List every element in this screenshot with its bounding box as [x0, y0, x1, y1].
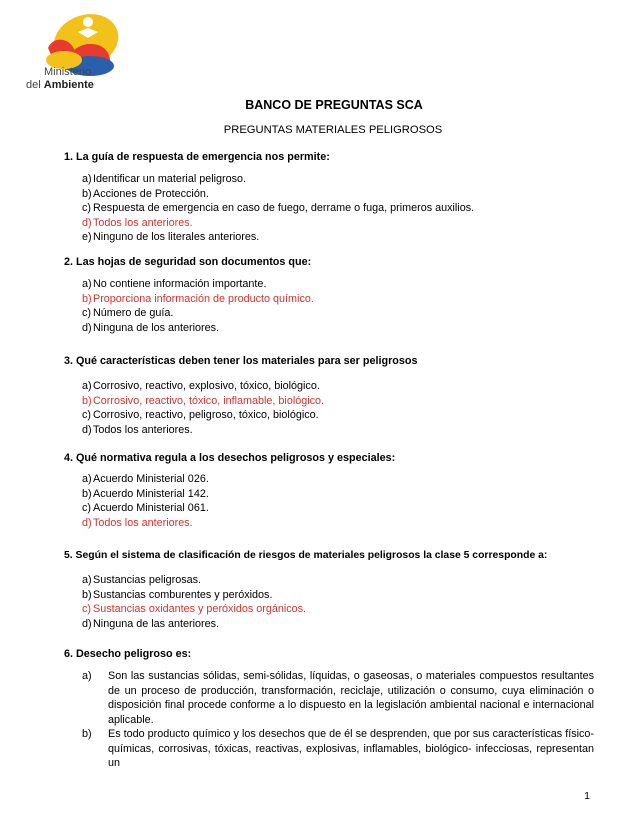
- option-letter: c): [82, 202, 91, 214]
- option-text: No contiene información importante.: [93, 278, 267, 290]
- question-4-options: [64, 472, 594, 530]
- logo-line-1: Ministerio: [44, 66, 92, 78]
- option-letter: a): [82, 380, 92, 392]
- page-subtitle: PREGUNTAS MATERIALES PELIGROSOS: [223, 124, 443, 136]
- question-6: 6. Desecho peligroso es:: [64, 648, 192, 660]
- option: [64, 230, 594, 245]
- option-text: Sustancias oxidantes y peróxidos orgánicos.: [93, 603, 307, 615]
- option-letter: a): [82, 278, 92, 290]
- option: [64, 423, 594, 438]
- question-2-options: [64, 277, 594, 335]
- option-letter: d): [82, 617, 92, 630]
- option-letter: c): [82, 307, 91, 319]
- option-letter: b): [82, 187, 92, 200]
- option-text: Número de guía.: [93, 307, 174, 319]
- logo-text: [26, 66, 136, 92]
- option-letter: c): [82, 603, 91, 615]
- option: [64, 201, 594, 216]
- option-letter: a): [82, 473, 92, 485]
- option-text: Es todo producto químico y los desechos que de él se desprenden, que por sus características físico-químicas, corrosivas, tóxicas, reactivas, explosivas, inflamables, biológico- infecciosas, representan un: [108, 728, 594, 769]
- option-letter: b): [82, 292, 92, 305]
- option: [64, 727, 594, 771]
- page-number: 1: [584, 790, 590, 802]
- option-correct: [64, 516, 594, 531]
- option-text: Corrosivo, reactivo, tóxico, inflamable, biológico.: [93, 394, 325, 407]
- option-letter: b): [82, 728, 92, 740]
- option-text: Todos los anteriores.: [93, 516, 193, 529]
- option-text: Sustancias peligrosas.: [93, 574, 202, 586]
- option-text: Todos los anteriores.: [93, 216, 193, 229]
- logo-line-2b: Ambiente: [43, 79, 94, 91]
- question-3-options: [64, 379, 594, 437]
- logo-line-2: [26, 79, 136, 92]
- option-text: Ninguna de las anteriores.: [93, 617, 220, 630]
- option: [64, 501, 594, 516]
- option: [64, 306, 594, 321]
- option-letter: b): [82, 487, 92, 500]
- option-letter: b): [82, 588, 92, 601]
- option: [64, 617, 594, 632]
- option-letter: c): [82, 409, 91, 421]
- option-text: Acuerdo Ministerial 142.: [93, 487, 209, 500]
- option: [64, 321, 594, 336]
- option-letter: d): [82, 516, 92, 529]
- option-correct: [64, 292, 594, 307]
- question-5-options: [64, 573, 594, 631]
- question-4: 4. Qué normativa regula a los desechos peligrosos y especiales:: [64, 452, 396, 464]
- option-text: Respuesta de emergencia en caso de fuego, derrame o fuga, primeros auxilios.: [93, 202, 475, 214]
- option: [64, 669, 594, 727]
- question-3: 3. Qué características deben tener los materiales para ser peligrosos: [64, 355, 418, 367]
- option: [64, 277, 594, 292]
- option-letter: a): [82, 670, 92, 682]
- option-text: Ninguno de los literales anteriores.: [93, 231, 260, 243]
- option: [64, 172, 594, 187]
- option-letter: d): [82, 321, 92, 334]
- option: [64, 487, 594, 502]
- option-letter: a): [82, 173, 92, 185]
- option: [64, 187, 594, 202]
- option-correct: [64, 602, 594, 617]
- option-text: Acuerdo Ministerial 061.: [93, 502, 209, 514]
- option-text: Acciones de Protección.: [93, 187, 209, 200]
- option-letter: b): [82, 394, 92, 407]
- option-text: Acuerdo Ministerial 026.: [93, 473, 209, 485]
- logo-line-2a: del: [26, 79, 44, 91]
- option: [64, 472, 594, 487]
- option: [64, 379, 594, 394]
- option-text: Proporciona información de producto químico.: [93, 292, 314, 305]
- option-text: Ninguna de los anteriores.: [93, 321, 220, 334]
- option-text: Identificar un material peligroso.: [93, 173, 247, 185]
- option-letter: a): [82, 574, 92, 586]
- question-2: 2. Las hojas de seguridad son documentos que:: [64, 256, 312, 268]
- option: [64, 588, 594, 603]
- question-5: 5. Según el sistema de clasificación de riesgos de materiales peligrosos la clase 5 corresponde a:: [64, 550, 548, 561]
- option-text: Sustancias comburentes y peróxidos.: [93, 588, 273, 601]
- option-letter: d): [82, 423, 92, 436]
- option-letter: c): [82, 502, 91, 514]
- question-1-options: [64, 172, 594, 245]
- question-1: 1. La guía de respuesta de emergencia nos permite:: [64, 151, 330, 163]
- option: [64, 408, 594, 423]
- option-text: Corrosivo, reactivo, peligroso, tóxico, biológico.: [93, 409, 319, 421]
- option-correct: [64, 216, 594, 231]
- option: [64, 573, 594, 588]
- option-text: Todos los anteriores.: [93, 423, 193, 436]
- option-letter: d): [82, 216, 92, 229]
- option-correct: [64, 394, 594, 409]
- option-letter: e): [82, 231, 92, 243]
- page-title: BANCO DE PREGUNTAS SCA: [245, 98, 423, 112]
- option-text: Son las sustancias sólidas, semi-sólidas, líquidas, o gaseosas, o materiales compuestos resultantes de un proceso de producción, transformación, reciclaje, utilización o consumo, cuya eliminación o disposición final procede conforme a lo dispuesto en la legislación ambiental nacional e internacional aplicable.: [108, 670, 594, 726]
- question-6-options: [64, 669, 594, 771]
- option-text: Corrosivo, reactivo, explosivo, tóxico, biológico.: [93, 380, 320, 392]
